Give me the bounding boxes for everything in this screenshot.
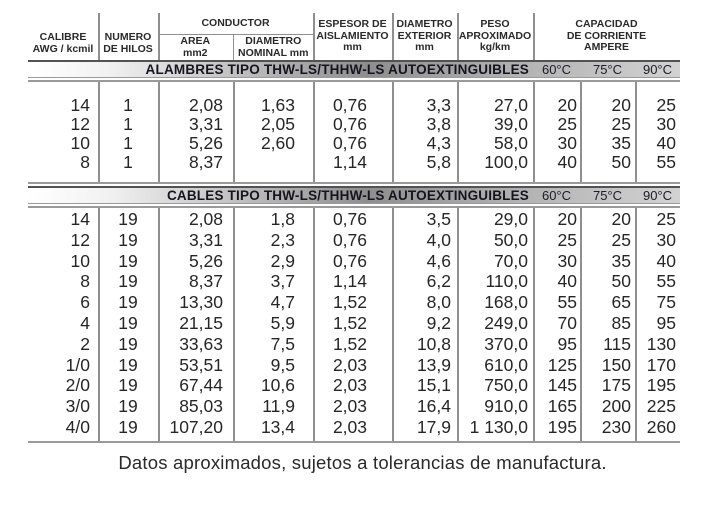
cell-diametro-exterior: 9,2: [426, 312, 451, 333]
header-capacidad-line3: AMPERE: [584, 41, 629, 54]
cell-amp-90: 25: [656, 209, 676, 229]
cell-hilos: 1: [123, 114, 133, 134]
cell-amp-75: 65: [611, 292, 631, 313]
header-diam-nominal-line1: DIAMETRO: [245, 35, 302, 47]
header-calibre-line1: CALIBRE: [39, 31, 87, 43]
cell-diametro-nominal: 5,9: [270, 312, 295, 333]
cell-espesor: 2,03: [332, 396, 367, 417]
cell-peso: 27,0: [493, 95, 528, 115]
header-espesor-line2: AISLAMIENTO: [316, 29, 389, 42]
header-capacidad-line2: DE CORRIENTE: [566, 29, 647, 42]
cell-area: 53,51: [179, 354, 223, 375]
column-divider: [392, 82, 394, 182]
table-row: [28, 313, 680, 334]
cell-diametro-exterior: 4,6: [426, 250, 451, 271]
cell-espesor: 0,76: [332, 209, 367, 229]
column-divider: [233, 208, 235, 441]
cell-amp-60: 20: [557, 95, 577, 115]
section-title-alambres: ALAMBRES TIPO THW-LS/THHW-LS AUTOEXTINGUIBLES: [145, 62, 529, 77]
cell-peso: 370,0: [484, 333, 528, 354]
cell-amp-60: 125: [547, 354, 577, 375]
cell-peso: 110,0: [485, 271, 528, 292]
cell-calibre: 10: [70, 250, 90, 271]
cell-amp-75: 50: [611, 152, 631, 172]
cell-area: 13,30: [179, 292, 223, 313]
cell-espesor: 0,76: [332, 133, 367, 153]
cell-hilos: 1: [123, 152, 133, 172]
table-row: [28, 271, 680, 292]
cell-espesor: 2,03: [332, 375, 367, 396]
cell-area: 85,03: [179, 396, 223, 417]
cell-peso: 750,0: [484, 375, 528, 396]
cell-diametro-exterior: 3,8: [426, 114, 451, 134]
cell-amp-75: 230: [601, 416, 631, 437]
cell-amp-90: 260: [646, 416, 676, 437]
cell-amp-75: 115: [603, 333, 631, 354]
section-bar-cables: [28, 186, 680, 204]
cell-hilos: 19: [118, 209, 138, 229]
cell-espesor: 1,52: [332, 292, 367, 313]
column-divider: [533, 13, 535, 60]
cell-diametro-nominal: 1,8: [270, 209, 295, 229]
cell-amp-60: 55: [557, 292, 577, 313]
column-divider: [98, 208, 100, 441]
column-divider: [98, 13, 100, 60]
cell-amp-60: 40: [557, 152, 577, 172]
cell-amp-75: 175: [601, 375, 631, 396]
cell-calibre: 14: [70, 95, 90, 115]
cell-peso: 100,0: [484, 152, 528, 172]
cell-espesor: 1,52: [332, 333, 367, 354]
cell-amp-90: 170: [646, 354, 676, 375]
header-peso-line1: PESO: [480, 18, 510, 31]
cell-amp-90: 55: [656, 271, 676, 292]
temp-75-label: 75°C: [592, 62, 623, 77]
cell-diametro-nominal: 13,4: [260, 416, 295, 437]
table-row: [28, 355, 680, 376]
cell-peso: 50,0: [493, 229, 528, 250]
temp-90-label: 90°C: [642, 188, 673, 203]
cell-amp-75: 85: [611, 312, 631, 333]
table-row: [28, 134, 680, 153]
cell-espesor: 0,76: [332, 95, 367, 115]
cell-amp-90: 95: [656, 312, 676, 333]
cell-peso: 70,0: [493, 250, 528, 271]
header-capacidad: [533, 13, 680, 60]
cell-diametro-exterior: 6,2: [426, 271, 451, 292]
cell-amp-75: 200: [601, 396, 631, 417]
column-divider: [158, 13, 160, 60]
column-divider: [533, 82, 535, 182]
cell-diametro-exterior: 13,9: [416, 354, 451, 375]
header-area-line2: mm2: [183, 46, 208, 59]
header-peso: [457, 13, 533, 60]
cell-peso: 610,0: [484, 354, 528, 375]
cell-calibre: 2: [80, 333, 90, 354]
cell-amp-60: 40: [557, 271, 577, 292]
cell-espesor: 0,76: [332, 250, 367, 271]
cell-diametro-exterior: 5,8: [426, 152, 451, 172]
cell-diametro-exterior: 4,0: [426, 229, 451, 250]
cell-hilos: 1: [123, 95, 133, 115]
cell-calibre: 2/0: [65, 375, 90, 396]
cell-calibre: 12: [70, 114, 90, 134]
temp-75-label: 75°C: [592, 188, 623, 203]
cell-hilos: 19: [118, 292, 138, 313]
column-divider: [98, 82, 100, 182]
column-divider: [233, 82, 235, 182]
cell-calibre: 4: [80, 312, 90, 333]
cell-hilos: 19: [118, 333, 138, 354]
table-row: [28, 209, 680, 230]
header-espesor-line1: ESPESOR DE: [318, 18, 387, 31]
header-calibre: [28, 13, 98, 60]
cell-calibre: 12: [70, 229, 90, 250]
header-area: [158, 35, 233, 60]
cell-calibre: 6: [80, 292, 90, 313]
table-row: [28, 230, 680, 251]
cell-espesor: 0,76: [332, 229, 367, 250]
column-divider: [580, 208, 582, 441]
column-divider: [635, 208, 637, 441]
cell-espesor: 0,76: [332, 114, 367, 134]
cell-hilos: 19: [118, 416, 138, 437]
header-diam-ext-line1: DIAMETRO: [396, 18, 453, 31]
column-divider: [392, 13, 394, 60]
cell-diametro-nominal: 10,6: [260, 375, 295, 396]
cell-calibre: 3/0: [65, 396, 90, 417]
column-divider: [313, 208, 315, 441]
data-block-cables: [28, 206, 680, 443]
cell-area: 2,08: [188, 95, 223, 115]
cell-amp-60: 145: [547, 375, 577, 396]
cell-peso: 29,0: [493, 209, 528, 229]
cell-diametro-nominal: 2,9: [270, 250, 295, 271]
header-diam-ext-line2: EXTERIOR: [397, 29, 452, 42]
data-block-alambres: [28, 80, 680, 184]
cell-diametro-exterior: 10,8: [416, 333, 451, 354]
cell-amp-60: 30: [557, 250, 577, 271]
cell-peso: 910,0: [484, 396, 528, 417]
cell-amp-60: 95: [557, 333, 577, 354]
cell-hilos: 19: [118, 312, 138, 333]
cell-diametro-nominal: 2,60: [260, 133, 295, 153]
cell-amp-90: 195: [646, 375, 676, 396]
spec-table: [28, 13, 680, 443]
cell-amp-60: 20: [557, 209, 577, 229]
cell-hilos: 19: [118, 354, 138, 375]
cell-amp-90: 55: [656, 152, 676, 172]
column-divider: [457, 208, 459, 441]
column-divider: [580, 82, 582, 182]
table-row: [28, 417, 680, 438]
cell-area: 5,26: [188, 250, 223, 271]
cell-area: 21,15: [179, 312, 223, 333]
cell-hilos: 19: [118, 396, 138, 417]
cell-amp-60: 25: [557, 229, 577, 250]
cell-calibre: 8: [80, 271, 90, 292]
cell-diametro-nominal: 2,3: [270, 229, 295, 250]
cell-area: 8,37: [188, 271, 223, 292]
cell-area: 33,63: [179, 333, 223, 354]
cell-area: 67,44: [179, 375, 223, 396]
cell-espesor: 1,14: [332, 271, 367, 292]
column-divider: [635, 82, 637, 182]
cell-peso: 168,0: [484, 292, 528, 313]
cell-area: 5,26: [188, 133, 223, 153]
header-espesor: [313, 13, 392, 60]
cell-diametro-nominal: 4,7: [270, 292, 295, 313]
cell-hilos: 19: [118, 375, 138, 396]
cell-area: 3,31: [188, 229, 223, 250]
table-row: [28, 375, 680, 396]
section-title-cables: CABLES TIPO THW-LS/THHW-LS AUTOEXTINGUIBLES: [166, 188, 529, 203]
cell-amp-75: 35: [611, 133, 631, 153]
column-divider: [158, 82, 160, 182]
cell-peso: 249,0: [484, 312, 528, 333]
header-calibre-line2: AWG / kcmil: [32, 42, 94, 55]
table-row: [28, 96, 680, 115]
cell-amp-75: 20: [611, 209, 631, 229]
cell-peso: 58,0: [493, 133, 528, 153]
cell-amp-60: 70: [557, 312, 577, 333]
cell-area: 3,31: [188, 114, 223, 134]
cell-amp-90: 225: [646, 396, 676, 417]
cell-amp-75: 25: [611, 229, 631, 250]
temp-60-label: 60°C: [541, 62, 572, 77]
cell-amp-75: 35: [611, 250, 631, 271]
table-header: [28, 13, 680, 60]
section-bar-alambres: [28, 60, 680, 78]
header-conductor: CONDUCTOR: [158, 13, 313, 35]
footer-note: Datos aproximados, sujetos a tolerancias de manufactura.: [118, 451, 607, 473]
cell-espesor: 1,14: [332, 152, 367, 172]
cell-diametro-nominal: 2,05: [260, 114, 295, 134]
column-divider: [457, 13, 459, 60]
cell-amp-90: 40: [656, 133, 676, 153]
cell-area: 8,37: [188, 152, 223, 172]
column-divider: [392, 208, 394, 441]
cell-diametro-exterior: 17,9: [416, 416, 451, 437]
header-diametro-exterior: [392, 13, 457, 60]
cell-calibre: 8: [80, 152, 90, 172]
temp-60-label: 60°C: [541, 188, 572, 203]
cell-amp-60: 195: [547, 416, 577, 437]
cell-diametro-nominal: 11,9: [262, 396, 295, 417]
cell-hilos: 1: [123, 133, 133, 153]
cell-hilos: 19: [118, 229, 138, 250]
table-row: [28, 292, 680, 313]
cell-amp-90: 75: [656, 292, 676, 313]
column-divider: [533, 208, 535, 441]
header-diam-nominal-line2: NOMINAL mm: [238, 46, 309, 59]
header-hilos-line2: DE HILOS: [103, 42, 153, 55]
cell-hilos: 19: [118, 271, 138, 292]
temp-90-label: 90°C: [642, 62, 673, 77]
column-divider: [158, 208, 160, 441]
cell-diametro-exterior: 3,3: [426, 95, 451, 115]
cell-amp-90: 130: [646, 333, 676, 354]
header-conductor-group: [158, 13, 313, 60]
table-row: [28, 334, 680, 355]
cell-diametro-exterior: 16,4: [416, 396, 451, 417]
column-divider: [457, 82, 459, 182]
header-capacidad-line1: CAPACIDAD: [575, 18, 638, 31]
cell-calibre: 4/0: [65, 416, 90, 437]
table-row: [28, 115, 680, 134]
header-area-line1: AREA: [180, 35, 211, 47]
cell-espesor: 2,03: [332, 354, 367, 375]
cell-espesor: 1,52: [332, 312, 367, 333]
header-diametro-nominal: [233, 35, 313, 60]
cell-amp-90: 30: [656, 229, 676, 250]
table-row: [28, 153, 680, 172]
cell-hilos: 19: [118, 250, 138, 271]
cell-amp-60: 25: [557, 114, 577, 134]
cell-diametro-exterior: 8,0: [426, 292, 451, 313]
cell-diametro-exterior: 3,5: [426, 209, 451, 229]
cell-amp-60: 165: [547, 396, 577, 417]
cell-amp-90: 40: [656, 250, 676, 271]
cell-diametro-exterior: 15,1: [416, 375, 451, 396]
header-hilos: [98, 13, 158, 60]
cell-amp-60: 30: [557, 133, 577, 153]
cell-diametro-nominal: 7,5: [270, 333, 295, 354]
cell-diametro-nominal: 9,5: [270, 354, 295, 375]
cell-peso: 39,0: [493, 114, 528, 134]
cell-area: 2,08: [188, 209, 223, 229]
header-hilos-line1: NUMERO: [104, 31, 152, 43]
header-peso-line2: APROXIMADO: [458, 29, 532, 42]
cell-amp-90: 30: [656, 114, 676, 134]
cell-amp-75: 25: [611, 114, 631, 134]
cell-peso: 1 130,0: [469, 416, 528, 437]
cell-espesor: 2,03: [332, 416, 367, 437]
cell-diametro-nominal: 3,7: [270, 271, 295, 292]
cell-area: 107,20: [169, 416, 223, 437]
header-espesor-line3: mm: [343, 41, 362, 54]
table-row: [28, 251, 680, 272]
cell-diametro-nominal: 1,63: [260, 95, 295, 115]
cell-calibre: 1/0: [65, 354, 90, 375]
cell-amp-90: 25: [656, 95, 676, 115]
header-peso-line3: kg/km: [479, 41, 511, 54]
cell-diametro-nominal: [233, 153, 313, 172]
cell-amp-75: 50: [611, 271, 631, 292]
cell-amp-75: 20: [611, 95, 631, 115]
column-divider: [313, 82, 315, 182]
cell-calibre: 10: [70, 133, 90, 153]
header-diam-ext-line3: mm: [415, 41, 434, 54]
column-divider: [313, 13, 315, 60]
cell-amp-75: 150: [601, 354, 631, 375]
cell-diametro-exterior: 4,3: [426, 133, 451, 153]
cell-calibre: 14: [70, 209, 90, 229]
table-row: [28, 396, 680, 417]
